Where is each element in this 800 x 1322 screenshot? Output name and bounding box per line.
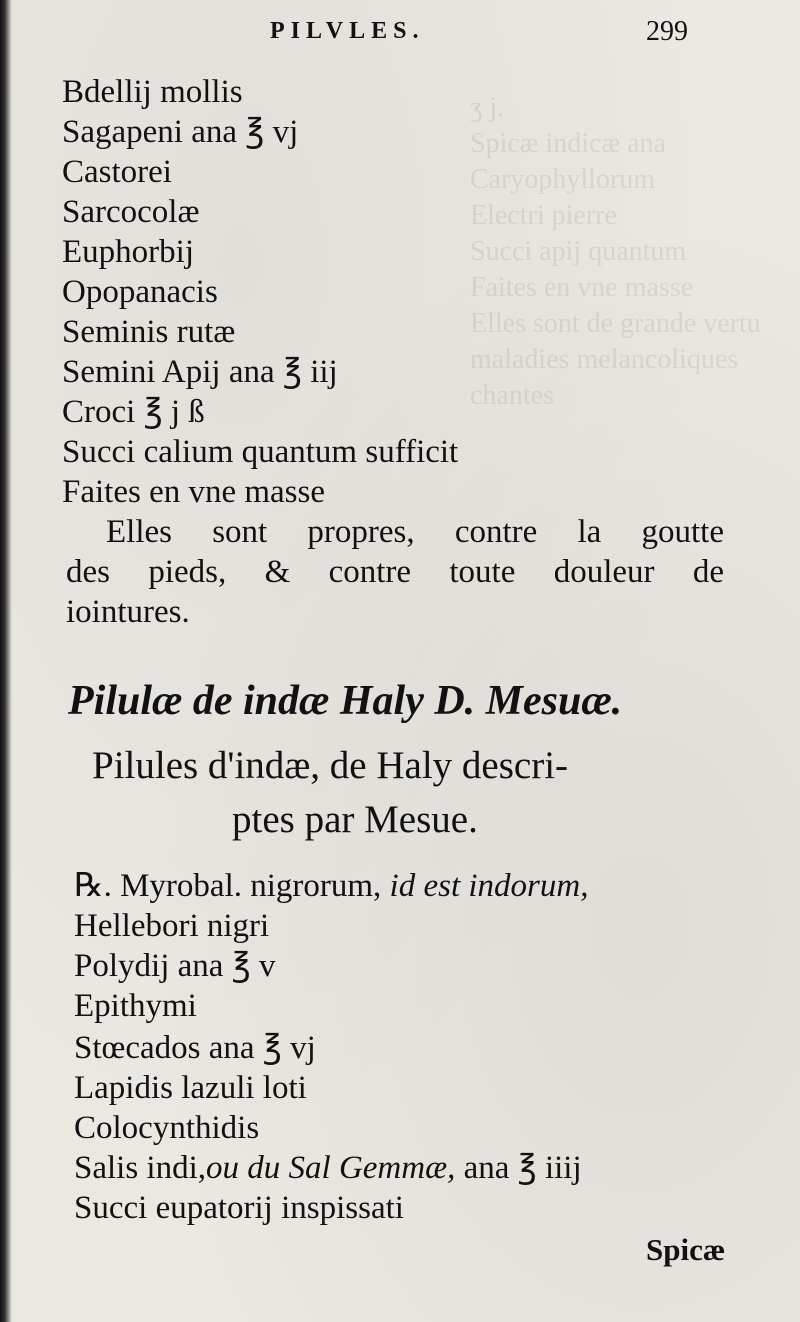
recipe-line: Epithymi (74, 988, 197, 1024)
ingredient-line: Opopanacis (62, 274, 218, 310)
recipe-line (74, 866, 588, 906)
recipe-line: Succi eupatorij inspissati (74, 1190, 404, 1226)
ingredient-line: Sagapeni ana ℥ vj (62, 114, 299, 150)
paragraph-line: des pieds, & contre toute douleur de (66, 554, 724, 590)
recipe-line: Stœcados ana ℥ vj (74, 1030, 316, 1066)
ingredient-line: Croci ℥ j ß (62, 394, 205, 430)
recipe-italic-text: ou du Sal Gemmæ, (206, 1150, 456, 1186)
paragraph-line: Elles sont propres, contre la goutte (106, 514, 724, 550)
ingredient-line: Semini Apij ana ℥ iij (62, 354, 338, 390)
catchword: Spicæ (646, 1232, 726, 1267)
running-head: PILVLES. (270, 18, 425, 44)
latin-title: Pilulæ de indæ Haly D. Mesuæ. (68, 678, 623, 724)
recipe-line: Lapidis lazuli loti (74, 1070, 307, 1106)
recipe-line: Colocynthidis (74, 1110, 260, 1146)
recipe-line: Polydij ana ℥ v (74, 948, 276, 984)
ingredient-line: Sarcocolæ (62, 194, 200, 230)
page-binding-shadow (0, 0, 12, 1322)
page-number: 299 (646, 16, 688, 47)
instruction-line: Faites en vne masse (62, 474, 326, 510)
paragraph-line: iointures. (66, 594, 190, 630)
ingredient-line: Euphorbij (62, 234, 194, 270)
recipe-main-text: Salis indi, (74, 1150, 207, 1186)
recipe-line (74, 1148, 582, 1188)
recipe-italic-text: id est indorum, (381, 868, 589, 904)
bleed-through-text: ʒ j. Spicæ indicæ ana Caryophyllorum Electri pierre Succi apij quantum Faites en vne masse Elles sont de grande vertu maladies melancoliques chantes (470, 92, 761, 411)
ingredient-line: Succi calium quantum sufficit (62, 434, 459, 470)
french-title-line: Pilules d'indæ, de Haly descri- (92, 744, 569, 787)
ingredient-line: Seminis rutæ (62, 314, 236, 350)
recipe-quantity-text: ana ℥ iiij (455, 1150, 582, 1186)
recipe-main-text: ℞. Myrobal. nigrorum, (74, 868, 382, 904)
recipe-line: Hellebori nigri (74, 908, 270, 944)
ingredient-line: Bdellij mollis (62, 74, 243, 110)
french-title-line: ptes par Mesue. (232, 798, 478, 841)
ingredient-line: Castorei (62, 154, 172, 190)
